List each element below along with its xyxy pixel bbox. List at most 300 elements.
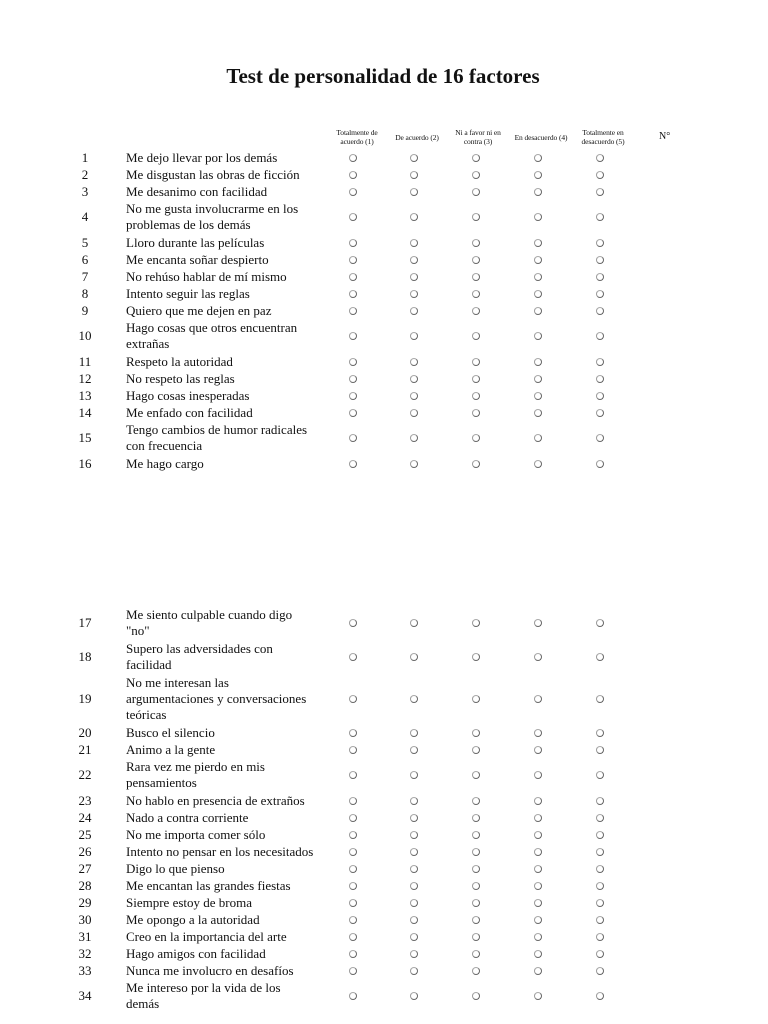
radio-option-1[interactable] [349,171,357,179]
radio-option-4[interactable] [534,950,542,958]
radio-option-4[interactable] [534,695,542,703]
radio-option-1[interactable] [349,332,357,340]
radio-option-1[interactable] [349,899,357,907]
statement-line: Siempre estoy de broma [126,895,252,910]
statement-line: Rara vez me pierdo en mis [126,759,265,774]
radio-option-2[interactable] [410,899,418,907]
radio-option-4[interactable] [534,392,542,400]
radio-option-1[interactable] [349,848,357,856]
radio-option-5[interactable] [596,967,604,975]
table-row [0,843,768,860]
item-statement [126,675,326,723]
item-number: 12 [78,370,92,386]
statement-line: Me hago cargo [126,456,204,471]
radio-option-2[interactable] [410,171,418,179]
radio-option-2[interactable] [410,154,418,162]
table-row [0,741,768,758]
radio-option-1[interactable] [349,290,357,298]
radio-option-3[interactable] [472,307,480,315]
radio-option-5[interactable] [596,865,604,873]
radio-option-3[interactable] [472,375,480,383]
table-row [0,353,768,370]
radio-option-3[interactable] [472,831,480,839]
radio-option-4[interactable] [534,729,542,737]
radio-option-3[interactable] [472,848,480,856]
item-number: 26 [78,843,92,859]
item-number: 2 [81,166,89,182]
radio-option-2[interactable] [410,434,418,442]
radio-option-4[interactable] [534,619,542,627]
radio-option-4[interactable] [534,307,542,315]
statement-line: Hago amigos con facilidad [126,946,266,961]
radio-option-2[interactable] [410,213,418,221]
table-row [0,945,768,962]
radio-option-4[interactable] [534,992,542,1000]
radio-option-5[interactable] [596,256,604,264]
radio-option-3[interactable] [472,933,480,941]
radio-option-1[interactable] [349,933,357,941]
radio-option-2[interactable] [410,933,418,941]
item-statement [126,793,326,809]
radio-option-5[interactable] [596,771,604,779]
statement-line: extrañas [126,336,170,351]
radio-option-3[interactable] [472,171,480,179]
radio-option-4[interactable] [534,409,542,417]
item-number: 10 [78,328,92,343]
item-number: 11 [78,353,92,369]
item-statement [126,946,326,962]
statement-line: demás [126,996,160,1011]
radio-option-2[interactable] [410,797,418,805]
radio-option-3[interactable] [472,256,480,264]
radio-option-2[interactable] [410,653,418,661]
radio-option-5[interactable] [596,746,604,754]
statement-line: Intento seguir las reglas [126,286,250,301]
radio-option-1[interactable] [349,460,357,468]
radio-option-5[interactable] [596,916,604,924]
radio-option-3[interactable] [472,273,480,281]
radio-option-2[interactable] [410,256,418,264]
item-number: 20 [78,724,92,740]
radio-option-4[interactable] [534,967,542,975]
table-row [0,251,768,268]
item-statement [126,303,326,319]
radio-option-2[interactable] [410,950,418,958]
radio-option-3[interactable] [472,653,480,661]
radio-option-3[interactable] [472,865,480,873]
statement-line: Busco el silencio [126,725,215,740]
table-row [0,962,768,979]
radio-option-4[interactable] [534,831,542,839]
radio-option-4[interactable] [534,460,542,468]
statement-line: Creo en la importancia del arte [126,929,287,944]
radio-option-5[interactable] [596,729,604,737]
statement-line: Me dejo llevar por los demás [126,150,278,165]
table-row [0,166,768,183]
item-statement [126,269,326,285]
radio-option-3[interactable] [472,882,480,890]
item-statement [126,405,326,421]
item-statement [126,150,326,166]
table-row [0,421,768,455]
radio-option-4[interactable] [534,746,542,754]
item-statement [126,963,326,979]
radio-option-5[interactable] [596,188,604,196]
radio-option-2[interactable] [410,273,418,281]
radio-option-1[interactable] [349,375,357,383]
table-row [0,674,768,724]
radio-option-1[interactable] [349,865,357,873]
radio-option-3[interactable] [472,290,480,298]
radio-option-5[interactable] [596,933,604,941]
radio-option-3[interactable] [472,332,480,340]
radio-option-1[interactable] [349,188,357,196]
item-number: 19 [78,691,92,706]
table-row [0,455,768,472]
radio-option-2[interactable] [410,375,418,383]
radio-option-5[interactable] [596,375,604,383]
radio-option-2[interactable] [410,290,418,298]
statement-line: Me desanimo con facilidad [126,184,268,199]
statement-line: No hablo en presencia de extraños [126,793,305,808]
item-statement [126,607,326,639]
radio-option-4[interactable] [534,188,542,196]
header-col-en-desacuerdo [509,133,573,142]
item-number: 23 [78,792,92,808]
radio-option-2[interactable] [410,409,418,417]
statement-line: Me siento culpable cuando digo [126,607,293,622]
radio-option-2[interactable] [410,460,418,468]
radio-option-5[interactable] [596,171,604,179]
statement-line: Hago cosas que otros encuentran [126,320,298,335]
radio-option-4[interactable] [534,848,542,856]
radio-option-5[interactable] [596,332,604,340]
radio-option-1[interactable] [349,653,357,661]
radio-option-2[interactable] [410,358,418,366]
radio-option-5[interactable] [596,848,604,856]
statement-line: facilidad [126,657,172,672]
statement-line: Hago cosas inesperadas [126,388,250,403]
radio-option-4[interactable] [534,171,542,179]
item-statement [126,184,326,200]
table-row [0,183,768,200]
radio-option-2[interactable] [410,831,418,839]
header-line: En desacuerdo (4) [514,133,568,142]
radio-option-1[interactable] [349,273,357,281]
statement-line: "no" [126,623,150,638]
radio-option-4[interactable] [534,290,542,298]
radio-option-4[interactable] [534,814,542,822]
radio-option-3[interactable] [472,695,480,703]
item-statement [126,929,326,945]
item-statement [126,641,326,673]
header-line: desacuerdo (5) [581,137,625,146]
radio-option-3[interactable] [472,358,480,366]
table-row [0,758,768,792]
statement-line: Nunca me involucro en desafíos [126,963,294,978]
header-line: De acuerdo (2) [395,133,439,142]
radio-option-2[interactable] [410,967,418,975]
statement-line: No me gusta involucrarme en los [126,201,299,216]
statement-line: pensamientos [126,775,197,790]
header-col-de-acuerdo [386,133,448,142]
radio-option-2[interactable] [410,619,418,627]
radio-option-5[interactable] [596,899,604,907]
radio-option-3[interactable] [472,239,480,247]
radio-option-3[interactable] [472,899,480,907]
statement-line: Me disgustan las obras de ficción [126,167,300,182]
radio-option-5[interactable] [596,392,604,400]
item-statement [126,980,326,1012]
radio-option-3[interactable] [472,746,480,754]
radio-option-2[interactable] [410,188,418,196]
radio-option-3[interactable] [472,950,480,958]
radio-option-4[interactable] [534,154,542,162]
table-row [0,234,768,251]
radio-option-5[interactable] [596,213,604,221]
item-statement [126,235,326,251]
radio-option-4[interactable] [534,797,542,805]
radio-option-5[interactable] [596,154,604,162]
item-statement [126,861,326,877]
radio-option-3[interactable] [472,409,480,417]
statement-line: Me intereso por la vida de los [126,980,281,995]
radio-option-1[interactable] [349,619,357,627]
radio-option-2[interactable] [410,771,418,779]
radio-option-1[interactable] [349,814,357,822]
table-row [0,894,768,911]
radio-option-2[interactable] [410,392,418,400]
radio-option-1[interactable] [349,729,357,737]
statement-line: problemas de los demás [126,217,251,232]
item-statement [126,252,326,268]
radio-option-5[interactable] [596,434,604,442]
statement-line: No me interesan las [126,675,229,690]
item-number: 7 [81,268,89,284]
table-row [0,370,768,387]
radio-option-3[interactable] [472,729,480,737]
item-statement [126,422,326,454]
item-statement [126,167,326,183]
table-row [0,606,768,640]
radio-option-5[interactable] [596,992,604,1000]
item-number: 25 [78,826,92,842]
radio-option-3[interactable] [472,392,480,400]
item-number: 22 [78,767,92,782]
item-number: 30 [78,911,92,927]
item-statement [126,286,326,302]
radio-option-1[interactable] [349,213,357,221]
radio-option-5[interactable] [596,307,604,315]
radio-option-2[interactable] [410,916,418,924]
statement-line: Me encanta soñar despierto [126,252,269,267]
radio-option-5[interactable] [596,358,604,366]
statement-line: Me enfado con facilidad [126,405,253,420]
radio-option-5[interactable] [596,273,604,281]
radio-option-4[interactable] [534,882,542,890]
radio-option-2[interactable] [410,307,418,315]
radio-option-4[interactable] [534,375,542,383]
radio-option-5[interactable] [596,290,604,298]
radio-option-2[interactable] [410,746,418,754]
radio-option-2[interactable] [410,332,418,340]
table-row [0,387,768,404]
radio-option-1[interactable] [349,239,357,247]
header-line: Ni a favor ni en [455,128,501,137]
radio-option-3[interactable] [472,188,480,196]
radio-option-5[interactable] [596,619,604,627]
radio-option-1[interactable] [349,771,357,779]
radio-option-1[interactable] [349,392,357,400]
radio-option-1[interactable] [349,409,357,417]
radio-option-2[interactable] [410,695,418,703]
radio-option-5[interactable] [596,950,604,958]
item-number: 8 [81,285,89,301]
radio-option-3[interactable] [472,213,480,221]
item-number: 14 [78,404,92,420]
radio-option-5[interactable] [596,409,604,417]
item-number: 13 [78,387,92,403]
radio-option-2[interactable] [410,239,418,247]
radio-option-5[interactable] [596,695,604,703]
statement-line: No respeto las reglas [126,371,235,386]
statement-line: Me opongo a la autoridad [126,912,260,927]
radio-option-4[interactable] [534,899,542,907]
radio-option-5[interactable] [596,653,604,661]
radio-option-1[interactable] [349,434,357,442]
radio-option-3[interactable] [472,797,480,805]
item-number: 17 [78,615,92,630]
radio-option-4[interactable] [534,358,542,366]
item-statement [126,725,326,741]
statement-line: con frecuencia [126,438,203,453]
item-number: 33 [78,962,92,978]
radio-option-4[interactable] [534,239,542,247]
radio-option-1[interactable] [349,831,357,839]
radio-option-4[interactable] [534,916,542,924]
statement-line: Me encantan las grandes fiestas [126,878,291,893]
radio-option-2[interactable] [410,814,418,822]
statement-line: No rehúso hablar de mí mismo [126,269,287,284]
radio-option-3[interactable] [472,460,480,468]
radio-option-1[interactable] [349,307,357,315]
radio-option-1[interactable] [349,967,357,975]
radio-option-4[interactable] [534,771,542,779]
item-number: 1 [81,149,89,165]
radio-option-4[interactable] [534,332,542,340]
radio-option-5[interactable] [596,797,604,805]
table-row [0,911,768,928]
item-number: 32 [78,945,92,961]
item-number: 18 [78,649,92,664]
header-col-totalmente-de-acuerdo [330,128,384,146]
table-row [0,826,768,843]
item-statement [126,810,326,826]
radio-option-2[interactable] [410,729,418,737]
item-number: 34 [78,988,92,1003]
radio-option-3[interactable] [472,814,480,822]
item-number: 9 [81,302,89,318]
statement-line: Nado a contra corriente [126,810,249,825]
table-row [0,979,768,1013]
radio-option-4[interactable] [534,653,542,661]
radio-option-2[interactable] [410,992,418,1000]
radio-option-1[interactable] [349,950,357,958]
table-row [0,285,768,302]
table-row [0,724,768,741]
statement-line: Supero las adversidades con [126,641,273,656]
statement-line: No me importa comer sólo [126,827,266,842]
radio-option-1[interactable] [349,797,357,805]
radio-option-1[interactable] [349,256,357,264]
radio-option-3[interactable] [472,434,480,442]
radio-option-4[interactable] [534,213,542,221]
radio-option-2[interactable] [410,848,418,856]
item-number: 21 [78,741,92,757]
radio-option-1[interactable] [349,358,357,366]
radio-option-3[interactable] [472,154,480,162]
radio-option-5[interactable] [596,814,604,822]
radio-option-5[interactable] [596,460,604,468]
radio-option-3[interactable] [472,967,480,975]
radio-option-3[interactable] [472,619,480,627]
radio-option-3[interactable] [472,916,480,924]
item-number: 3 [81,183,89,199]
statement-line: Quiero que me dejen en paz [126,303,272,318]
radio-option-5[interactable] [596,239,604,247]
item-statement [126,456,326,472]
table-row [0,877,768,894]
statement-line: teóricas [126,707,167,722]
radio-option-5[interactable] [596,831,604,839]
header-col-numero: N° [659,131,671,142]
radio-option-4[interactable] [534,865,542,873]
statement-line: Lloro durante las películas [126,235,265,250]
radio-option-5[interactable] [596,882,604,890]
radio-option-3[interactable] [472,771,480,779]
table-row [0,149,768,166]
radio-option-1[interactable] [349,882,357,890]
item-number: 24 [78,809,92,825]
item-number: 5 [81,234,89,250]
header-line: acuerdo (1) [340,137,374,146]
radio-option-4[interactable] [534,273,542,281]
radio-option-4[interactable] [534,933,542,941]
radio-option-4[interactable] [534,256,542,264]
radio-option-2[interactable] [410,882,418,890]
radio-option-1[interactable] [349,695,357,703]
header-col-totalmente-en-desacuerdo [574,128,632,146]
item-number: 27 [78,860,92,876]
radio-option-1[interactable] [349,154,357,162]
radio-option-4[interactable] [534,434,542,442]
statement-line: Intento no pensar en los necesitados [126,844,314,859]
table-row [0,640,768,674]
radio-option-1[interactable] [349,992,357,1000]
radio-option-1[interactable] [349,916,357,924]
radio-option-1[interactable] [349,746,357,754]
item-number: 6 [81,251,89,267]
table-row [0,268,768,285]
item-statement [126,742,326,758]
page-title: Test de personalidad de 16 factores [226,64,540,88]
statement-line: Tengo cambios de humor radicales [126,422,308,437]
radio-option-2[interactable] [410,865,418,873]
table-row [0,928,768,945]
item-number: 16 [78,455,92,471]
radio-option-3[interactable] [472,992,480,1000]
table-row [0,404,768,421]
